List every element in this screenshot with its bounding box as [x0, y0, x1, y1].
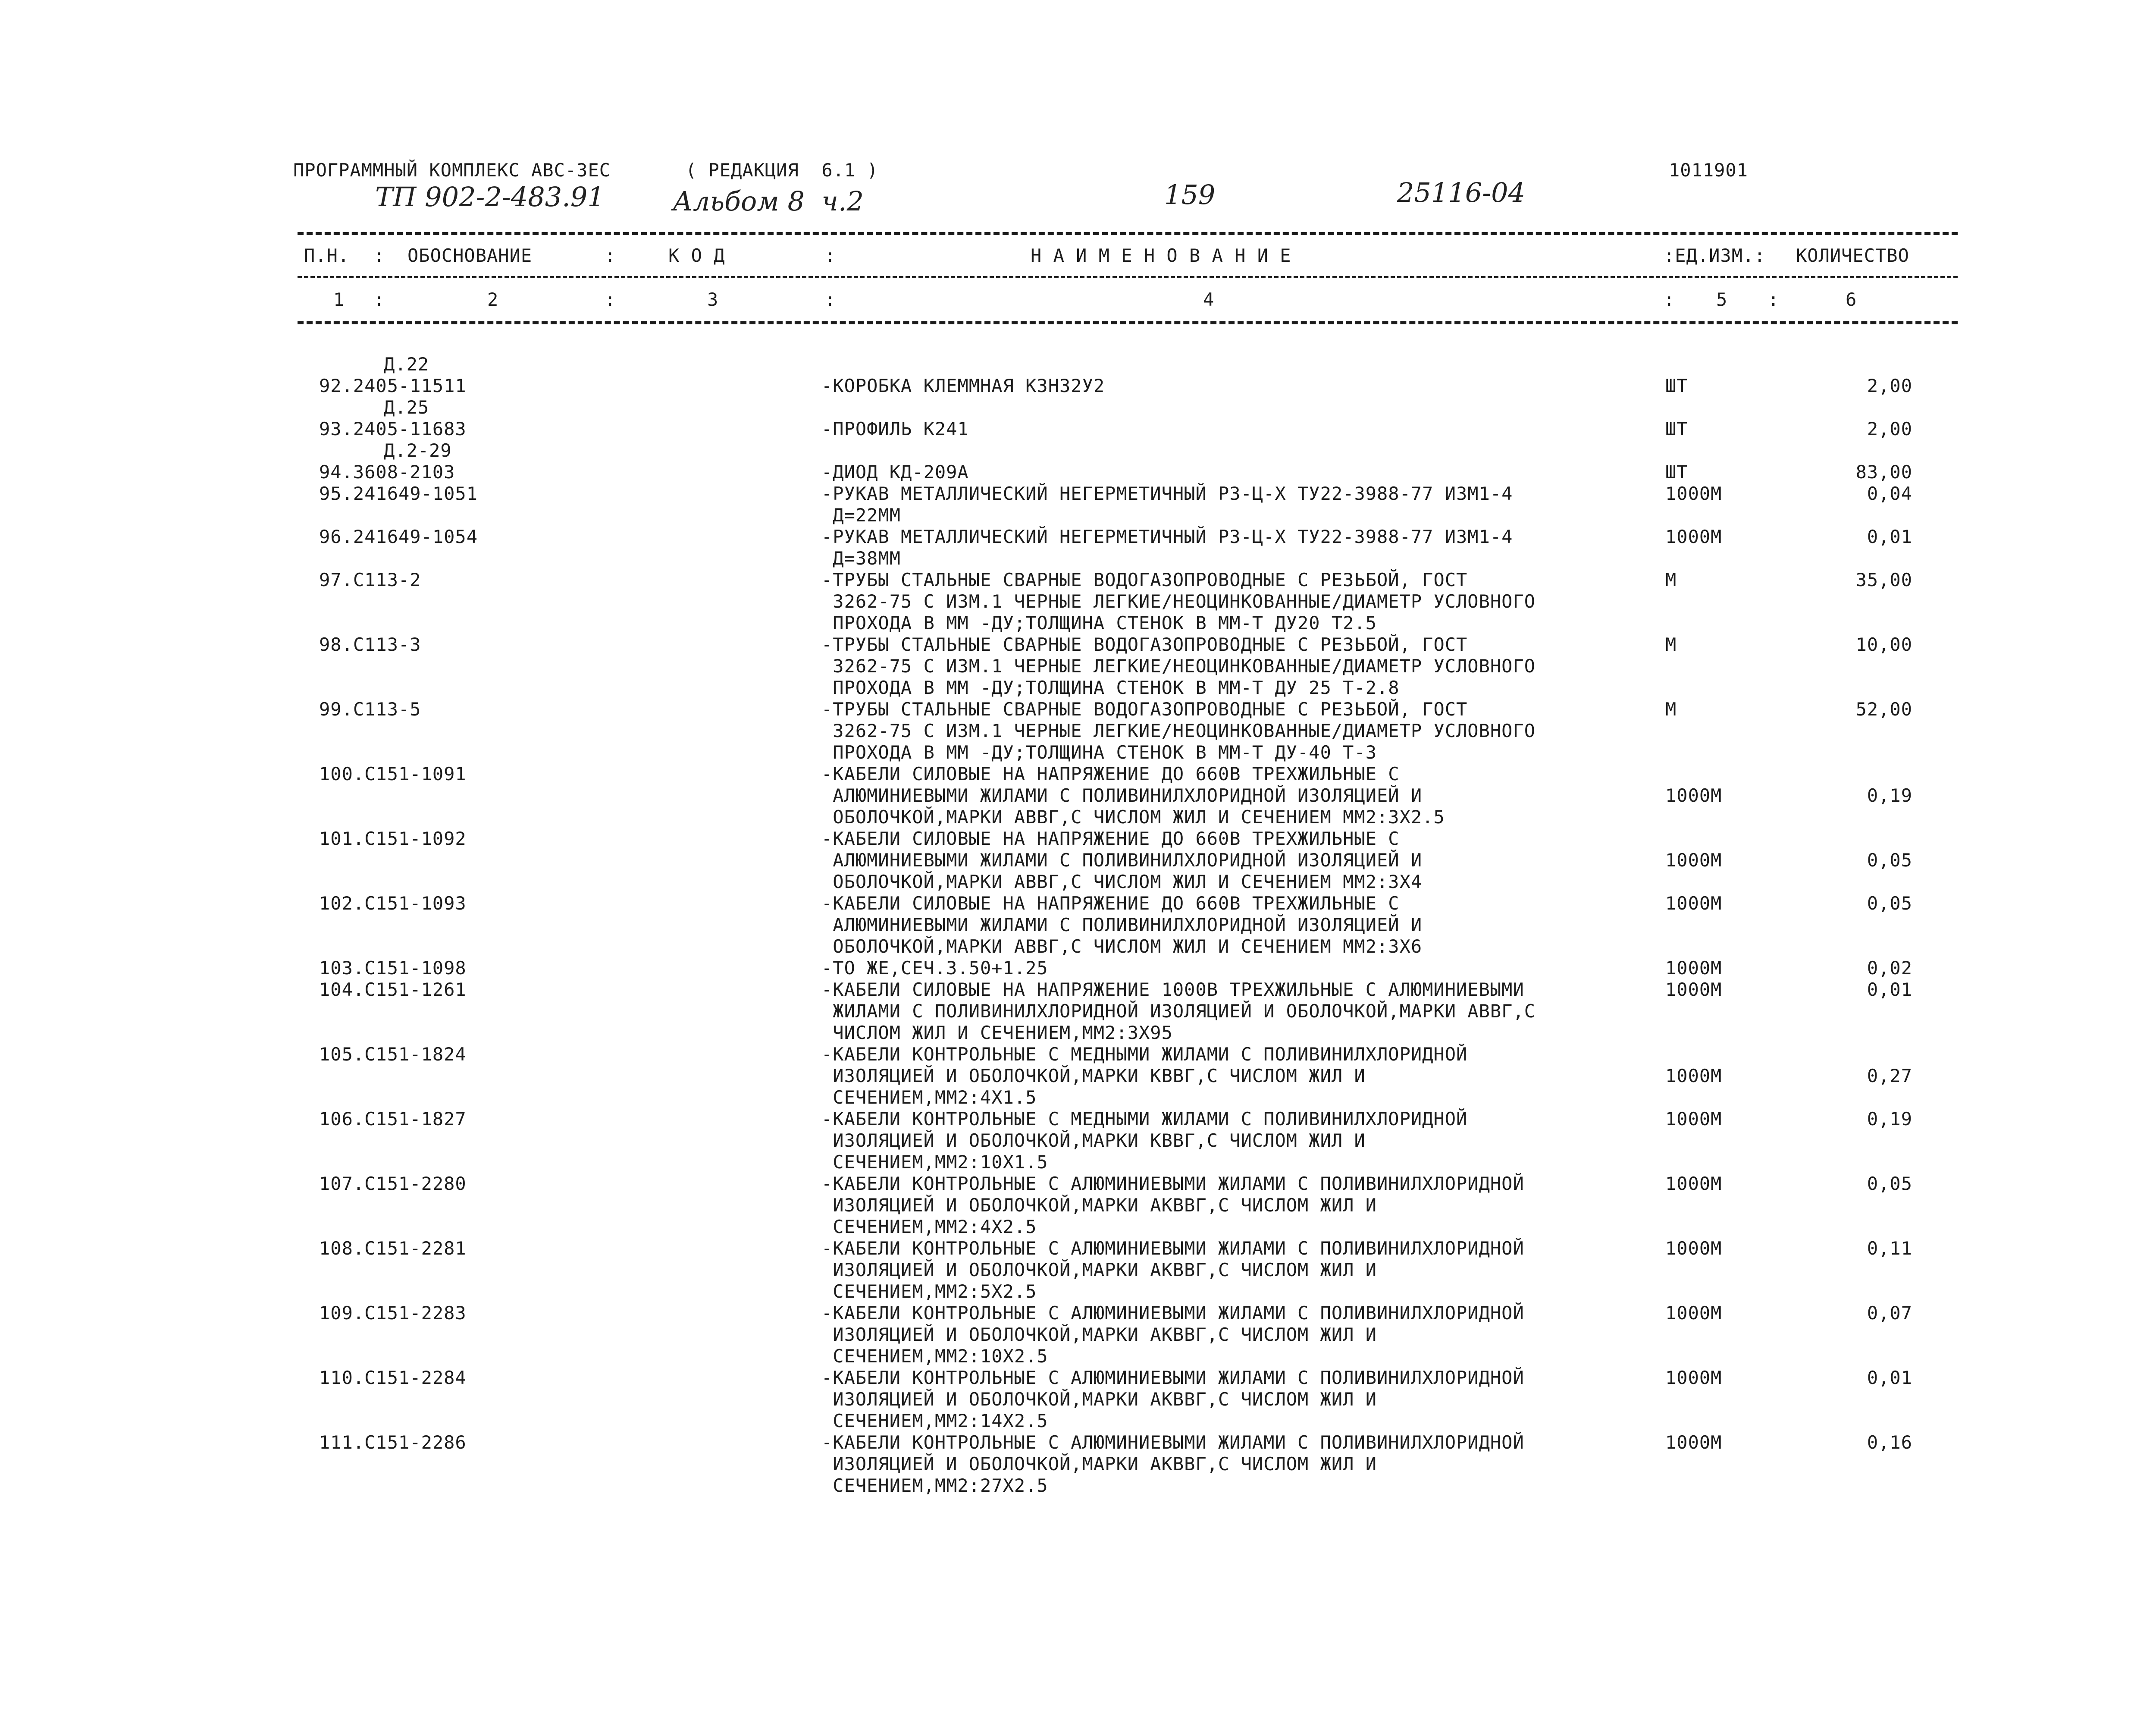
- row-name-line: АЛЮМИНИЕВЫМИ ЖИЛАМИ С ПОЛИВИНИЛХЛОРИДНОЙ ИЗОЛЯЦИЕЙ И: [821, 850, 1423, 871]
- row-name-line: -РУКАВ МЕТАЛЛИЧЕСКИЙ НЕГЕРМЕТИЧНЫЙ РЗ-Ц-Х ТУ22-3988-77 ИЗМ1-4: [821, 483, 1513, 504]
- row-name-line: ЧИСЛОМ ЖИЛ И СЕЧЕНИЕМ,ММ2:3Х95: [821, 1022, 1173, 1043]
- col-number-3: 3: [707, 289, 719, 310]
- row-name-line: 3262-75 С ИЗМ.1 ЧЕРНЫЕ ЛЕГКИЕ/НЕОЦИНКОВАННЫЕ/ДИАМЕТР УСЛОВНОГО: [821, 720, 1536, 741]
- row-name-line: ИЗОЛЯЦИЕЙ И ОБОЛОЧКОЙ,МАРКИ АКВВГ,С ЧИСЛОМ ЖИЛ И: [821, 1259, 1377, 1280]
- row-quantity: 0,16: [1867, 1432, 1912, 1453]
- row-name-line: ИЗОЛЯЦИЕЙ И ОБОЛОЧКОЙ,МАРКИ КВВГ,С ЧИСЛОМ ЖИЛ И: [821, 1065, 1366, 1086]
- col-header-pn: П.Н.: [304, 245, 350, 266]
- row-unit: 1000М: [1665, 1065, 1722, 1086]
- row-name-line: ИЗОЛЯЦИЕЙ И ОБОЛОЧКОЙ,МАРКИ АКВВГ,С ЧИСЛОМ ЖИЛ И: [821, 1195, 1377, 1216]
- row-unit: ШТ: [1665, 461, 1688, 483]
- row-subsection-ref: Д.25: [384, 397, 429, 418]
- row-unit: 1000М: [1665, 850, 1722, 871]
- row-name-line: -КАБЕЛИ КОНТРОЛЬНЫЕ С МЕДНЫМИ ЖИЛАМИ С ПОЛИВИНИЛХЛОРИДНОЙ: [821, 1108, 1468, 1129]
- row-name-line: -ТРУБЫ СТАЛЬНЫЕ СВАРНЫЕ ВОДОГАЗОПРОВОДНЫЕ С РЕЗЬБОЙ, ГОСТ: [821, 699, 1468, 720]
- row-basis: 109.С151-2283: [319, 1302, 467, 1324]
- row-quantity: 0,04: [1867, 483, 1912, 504]
- row-basis: 92.2405-11511: [319, 375, 467, 396]
- rule-mid: [298, 276, 1958, 278]
- row-quantity: 0,19: [1867, 1108, 1912, 1129]
- col-header-code: К О Д: [668, 245, 725, 266]
- row-basis: 107.С151-2280: [319, 1173, 467, 1194]
- row-quantity: 0,02: [1867, 957, 1912, 979]
- row-name-line: ПРОХОДА В ММ -ДУ;ТОЛЩИНА СТЕНОК В ММ-Т ДУ 25 Т-2.8: [821, 677, 1400, 698]
- row-name-line: СЕЧЕНИЕМ,ММ2:14Х2.5: [821, 1410, 1048, 1431]
- row-unit: 1000М: [1665, 957, 1722, 979]
- row-basis: 95.241649-1051: [319, 483, 478, 504]
- row-name-line: ОБОЛОЧКОЙ,МАРКИ АВВГ,С ЧИСЛОМ ЖИЛ И СЕЧЕНИЕМ ММ2:3Х6: [821, 936, 1423, 957]
- row-basis: 110.С151-2284: [319, 1367, 467, 1388]
- row-quantity: 83,00: [1855, 461, 1912, 483]
- row-name-line: ЖИЛАМИ С ПОЛИВИНИЛХЛОРИДНОЙ ИЗОЛЯЦИЕЙ И ОБОЛОЧКОЙ,МАРКИ АВВГ,С: [821, 1001, 1536, 1022]
- row-name-line: СЕЧЕНИЕМ,ММ2:10Х1.5: [821, 1151, 1048, 1173]
- row-quantity: 35,00: [1855, 569, 1912, 590]
- row-name-line: -ПРОФИЛЬ К241: [821, 418, 969, 439]
- row-basis: 108.С151-2281: [319, 1238, 467, 1259]
- row-quantity: 2,00: [1867, 418, 1912, 439]
- row-unit: 1000М: [1665, 893, 1722, 914]
- handwritten-page: 159: [1164, 179, 1216, 210]
- row-name-line: -ТРУБЫ СТАЛЬНЫЕ СВАРНЫЕ ВОДОГАЗОПРОВОДНЫЕ С РЕЗЬБОЙ, ГОСТ: [821, 634, 1468, 655]
- document-number: 1011901: [1669, 160, 1749, 181]
- row-quantity: 0,19: [1867, 785, 1912, 806]
- row-quantity: 0,01: [1867, 526, 1912, 547]
- row-quantity: 0,07: [1867, 1302, 1912, 1324]
- row-name-line: Д=38ММ: [821, 548, 901, 569]
- row-name-line: Д=22ММ: [821, 505, 901, 526]
- row-quantity: 0,27: [1867, 1065, 1912, 1086]
- row-name-line: 3262-75 С ИЗМ.1 ЧЕРНЫЕ ЛЕГКИЕ/НЕОЦИНКОВАННЫЕ/ДИАМЕТР УСЛОВНОГО: [821, 591, 1536, 612]
- row-unit: 1000М: [1665, 1302, 1722, 1324]
- row-name-line: ИЗОЛЯЦИЕЙ И ОБОЛОЧКОЙ,МАРКИ КВВГ,С ЧИСЛОМ ЖИЛ И: [821, 1130, 1366, 1151]
- row-quantity: 52,00: [1855, 699, 1912, 720]
- rule-top: [298, 232, 1958, 235]
- row-name-line: -ДИОД КД-209А: [821, 461, 969, 483]
- row-unit: 1000М: [1665, 1173, 1722, 1194]
- row-quantity: 2,00: [1867, 375, 1912, 396]
- row-quantity: 0,11: [1867, 1238, 1912, 1259]
- handwritten-album: Альбом 8 ч.2: [673, 185, 864, 217]
- row-name-line: 3262-75 С ИЗМ.1 ЧЕРНЫЕ ЛЕГКИЕ/НЕОЦИНКОВАННЫЕ/ДИАМЕТР УСЛОВНОГО: [821, 656, 1536, 677]
- row-name-line: ИЗОЛЯЦИЕЙ И ОБОЛОЧКОЙ,МАРКИ АКВВГ,С ЧИСЛОМ ЖИЛ И: [821, 1324, 1377, 1345]
- row-name-line: СЕЧЕНИЕМ,ММ2:4Х2.5: [821, 1216, 1037, 1237]
- row-name-line: АЛЮМИНИЕВЫМИ ЖИЛАМИ С ПОЛИВИНИЛХЛОРИДНОЙ ИЗОЛЯЦИЕЙ И: [821, 914, 1423, 935]
- edition-label: ( РЕДАКЦИЯ 6.1 ): [686, 160, 878, 181]
- row-quantity: 0,05: [1867, 1173, 1912, 1194]
- row-name-line: АЛЮМИНИЕВЫМИ ЖИЛАМИ С ПОЛИВИНИЛХЛОРИДНОЙ ИЗОЛЯЦИЕЙ И: [821, 785, 1423, 806]
- col-number-1: 1: [333, 289, 345, 310]
- row-name-line: ОБОЛОЧКОЙ,МАРКИ АВВГ,С ЧИСЛОМ ЖИЛ И СЕЧЕНИЕМ ММ2:3Х2.5: [821, 806, 1445, 828]
- col-header-name: Н А И М Е Н О В А Н И Е: [1031, 245, 1291, 266]
- row-name-line: ПРОХОДА В ММ -ДУ;ТОЛЩИНА СТЕНОК В ММ-Т ДУ-40 Т-3: [821, 742, 1377, 763]
- row-unit: 1000М: [1665, 785, 1722, 806]
- rule-bottom: [298, 321, 1958, 324]
- row-basis: 100.С151-1091: [319, 763, 467, 784]
- row-unit: 1000М: [1665, 1108, 1722, 1129]
- row-basis: 93.2405-11683: [319, 418, 467, 439]
- row-name-line: ОБОЛОЧКОЙ,МАРКИ АВВГ,С ЧИСЛОМ ЖИЛ И СЕЧЕНИЕМ ММ2:3Х4: [821, 871, 1423, 892]
- row-name-line: -КАБЕЛИ КОНТРОЛЬНЫЕ С АЛЮМИНИЕВЫМИ ЖИЛАМИ С ПОЛИВИНИЛХЛОРИДНОЙ: [821, 1238, 1524, 1259]
- row-unit: ШТ: [1665, 375, 1688, 396]
- row-basis: 96.241649-1054: [319, 526, 478, 547]
- row-quantity: 0,05: [1867, 893, 1912, 914]
- handwritten-code: 25116-04: [1397, 177, 1526, 208]
- row-name-line: -ТРУБЫ СТАЛЬНЫЕ СВАРНЫЕ ВОДОГАЗОПРОВОДНЫЕ С РЕЗЬБОЙ, ГОСТ: [821, 569, 1468, 590]
- row-unit: М: [1665, 699, 1677, 720]
- row-quantity: 0,01: [1867, 1367, 1912, 1388]
- row-name-line: СЕЧЕНИЕМ,ММ2:10Х2.5: [821, 1346, 1048, 1367]
- row-name-line: СЕЧЕНИЕМ,ММ2:27Х2.5: [821, 1475, 1048, 1496]
- row-unit: 1000М: [1665, 1238, 1722, 1259]
- row-name-line: СЕЧЕНИЕМ,ММ2:5Х2.5: [821, 1281, 1037, 1302]
- row-basis: 105.С151-1824: [319, 1044, 467, 1065]
- row-unit: М: [1665, 569, 1677, 590]
- row-basis: 103.С151-1098: [319, 957, 467, 979]
- row-quantity: 10,00: [1855, 634, 1912, 655]
- col-header-qty: КОЛИЧЕСТВО: [1796, 245, 1909, 266]
- row-subsection-ref: Д.2-29: [384, 440, 452, 461]
- row-name-line: СЕЧЕНИЕМ,ММ2:4Х1.5: [821, 1087, 1037, 1108]
- row-unit: 1000М: [1665, 483, 1722, 504]
- row-name-line: ИЗОЛЯЦИЕЙ И ОБОЛОЧКОЙ,МАРКИ АКВВГ,С ЧИСЛОМ ЖИЛ И: [821, 1389, 1377, 1410]
- row-quantity: 0,05: [1867, 850, 1912, 871]
- col-number-5: 5: [1716, 289, 1728, 310]
- row-name-line: -КАБЕЛИ КОНТРОЛЬНЫЕ С АЛЮМИНИЕВЫМИ ЖИЛАМИ С ПОЛИВИНИЛХЛОРИДНОЙ: [821, 1367, 1524, 1388]
- row-basis: 104.С151-1261: [319, 979, 467, 1000]
- row-name-line: ИЗОЛЯЦИЕЙ И ОБОЛОЧКОЙ,МАРКИ АКВВГ,С ЧИСЛОМ ЖИЛ И: [821, 1453, 1377, 1475]
- row-unit: 1000М: [1665, 526, 1722, 547]
- row-name-line: -КАБЕЛИ КОНТРОЛЬНЫЕ С МЕДНЫМИ ЖИЛАМИ С ПОЛИВИНИЛХЛОРИДНОЙ: [821, 1044, 1468, 1065]
- row-basis: 99.С113-5: [319, 699, 421, 720]
- row-name-line: -КАБЕЛИ КОНТРОЛЬНЫЕ С АЛЮМИНИЕВЫМИ ЖИЛАМИ С ПОЛИВИНИЛХЛОРИДНОЙ: [821, 1432, 1524, 1453]
- row-basis: 97.С113-2: [319, 569, 421, 590]
- row-basis: 98.С113-3: [319, 634, 421, 655]
- row-basis: 111.С151-2286: [319, 1432, 467, 1453]
- row-name-line: -РУКАВ МЕТАЛЛИЧЕСКИЙ НЕГЕРМЕТИЧНЫЙ РЗ-Ц-Х ТУ22-3988-77 ИЗМ1-4: [821, 526, 1513, 547]
- row-unit: 1000М: [1665, 1432, 1722, 1453]
- row-unit: 1000М: [1665, 1367, 1722, 1388]
- row-name-line: -КАБЕЛИ КОНТРОЛЬНЫЕ С АЛЮМИНИЕВЫМИ ЖИЛАМИ С ПОЛИВИНИЛХЛОРИДНОЙ: [821, 1173, 1524, 1194]
- row-name-line: -КАБЕЛИ СИЛОВЫЕ НА НАПРЯЖЕНИЕ ДО 660В ТРЕХЖИЛЬНЫЕ С: [821, 893, 1400, 914]
- row-name-line: -КАБЕЛИ СИЛОВЫЕ НА НАПРЯЖЕНИЕ ДО 660В ТРЕХЖИЛЬНЫЕ С: [821, 763, 1400, 784]
- row-name-line: -КАБЕЛИ СИЛОВЫЕ НА НАПРЯЖЕНИЕ ДО 660В ТРЕХЖИЛЬНЫЕ С: [821, 828, 1400, 849]
- program-title: ПРОГРАММНЫЙ КОМПЛЕКС АВС-3ЕС: [293, 160, 611, 181]
- row-name-line: -КОРОБКА КЛЕММНАЯ КЗН32У2: [821, 375, 1105, 396]
- row-basis: 101.С151-1092: [319, 828, 467, 849]
- col-number-4: 4: [1203, 289, 1215, 310]
- row-unit: М: [1665, 634, 1677, 655]
- row-quantity: 0,01: [1867, 979, 1912, 1000]
- row-unit: ШТ: [1665, 418, 1688, 439]
- row-name-line: -КАБЕЛИ КОНТРОЛЬНЫЕ С АЛЮМИНИЕВЫМИ ЖИЛАМИ С ПОЛИВИНИЛХЛОРИДНОЙ: [821, 1302, 1524, 1324]
- row-unit: 1000М: [1665, 979, 1722, 1000]
- row-subsection-ref: Д.22: [384, 354, 429, 375]
- handwritten-project: ТП 902-2-483.91: [375, 181, 605, 213]
- row-name-line: ПРОХОДА В ММ -ДУ;ТОЛЩИНА СТЕНОК В ММ-Т ДУ20 Т2.5: [821, 612, 1377, 634]
- col-header-basis: ОБОСНОВАНИЕ: [407, 245, 533, 266]
- row-basis: 102.С151-1093: [319, 893, 467, 914]
- row-name-line: -КАБЕЛИ СИЛОВЫЕ НА НАПРЯЖЕНИЕ 1000В ТРЕХЖИЛЬНЫЕ С АЛЮМИНИЕВЫМИ: [821, 979, 1524, 1000]
- row-name-line: -ТО ЖЕ,СЕЧ.3.50+1.25: [821, 957, 1048, 979]
- row-basis: 106.С151-1827: [319, 1108, 467, 1129]
- col-header-unit: :ЕД.ИЗМ.:: [1664, 245, 1766, 266]
- col-number-2: 2: [487, 289, 499, 310]
- col-number-6: 6: [1846, 289, 1857, 310]
- row-basis: 94.3608-2103: [319, 461, 455, 483]
